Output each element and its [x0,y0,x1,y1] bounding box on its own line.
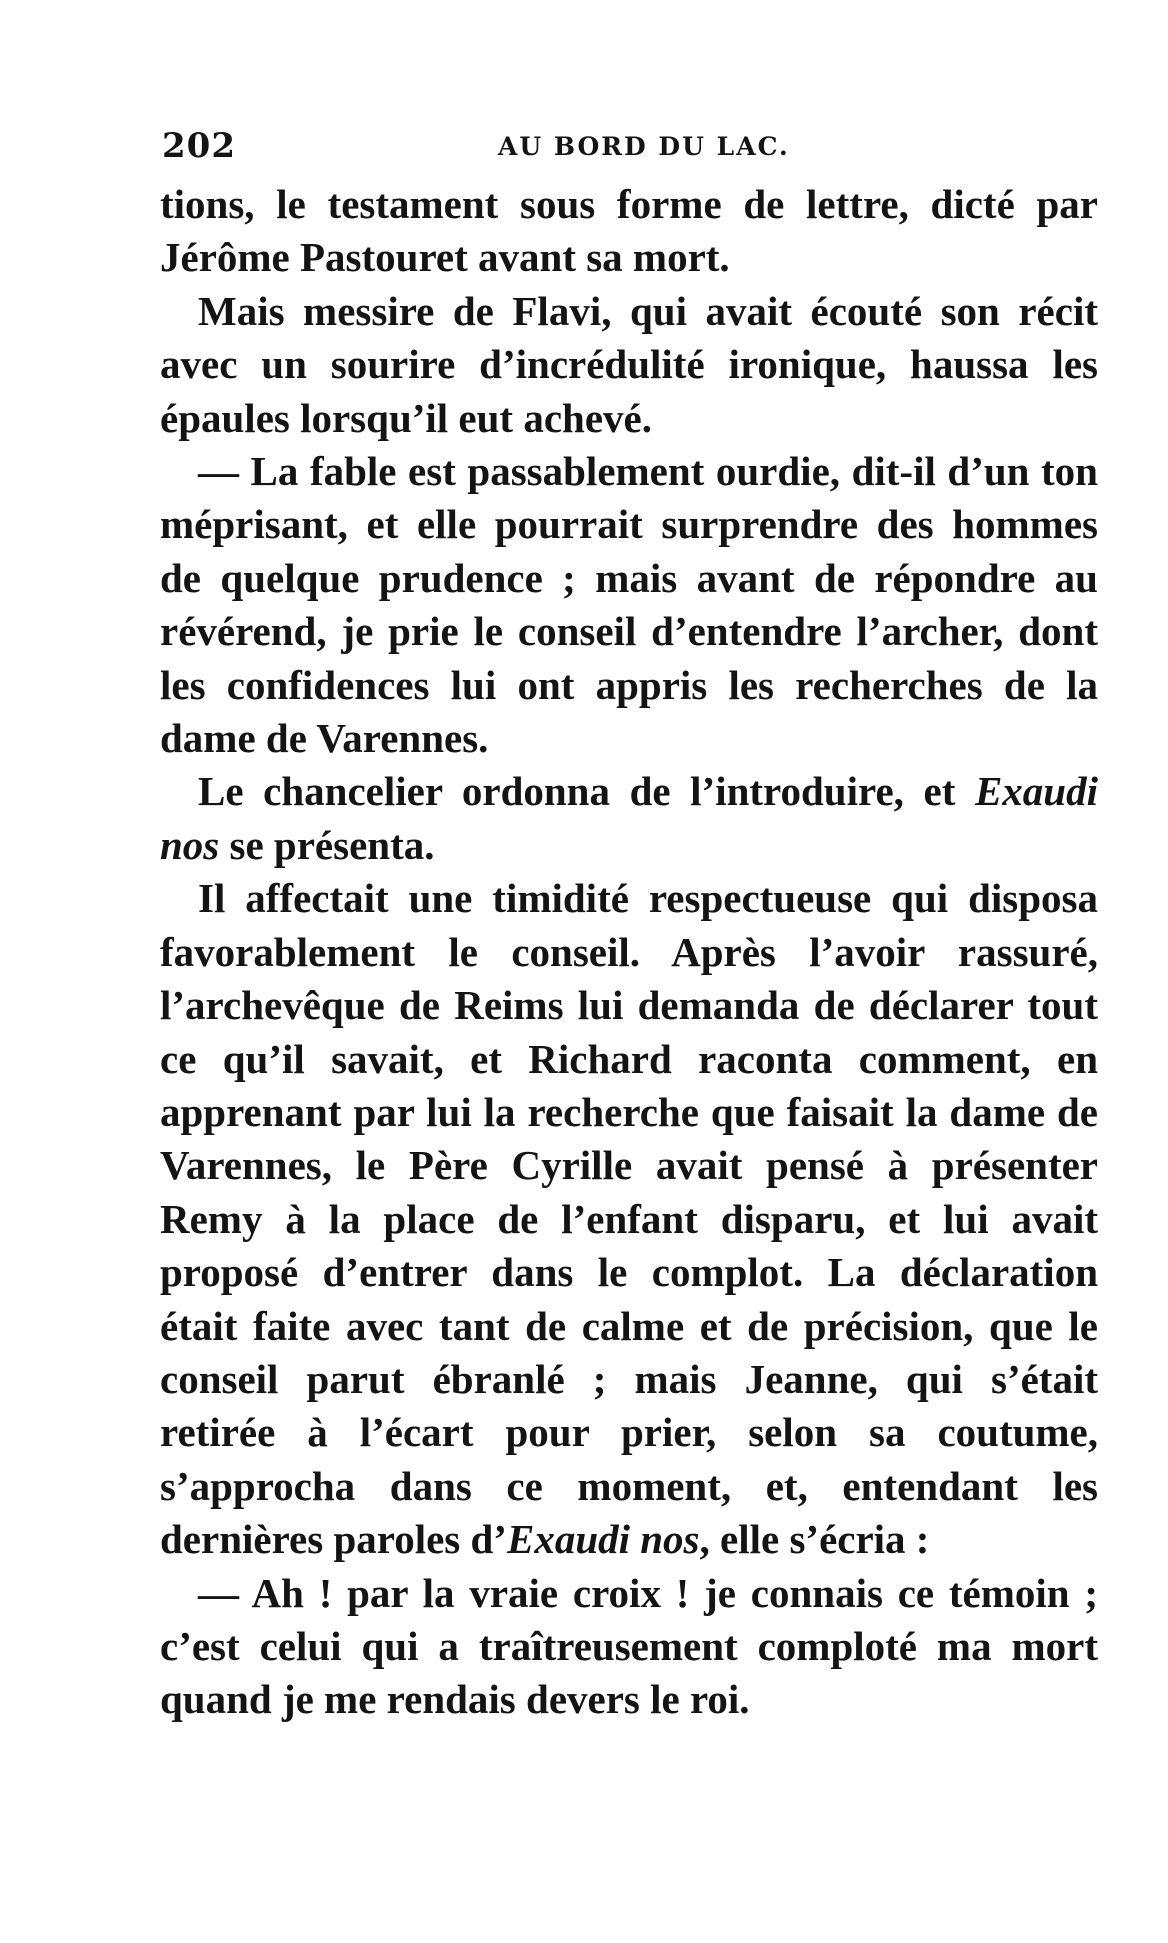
paragraph-text: , elle s’écria : [699,1516,930,1563]
paragraph: Mais messire de Flavi, qui avait écouté son récit avec un sourire d’incrédulité ironique, haussa les épaules lorsqu’il eut achevé. [160,287,1098,441]
paragraph-text: se présenta. [219,821,435,868]
paragraph-continuation: tions, le testament sous forme de lettre, dicté par Jérôme Pastouret avant sa mort. [160,181,1098,281]
page-number: 202 [162,126,236,166]
book-page [160,118,1098,1727]
dialogue-paragraph: — Ah ! par la vraie croix ! je connais ce témoin ; c’est celui qui a traîtreusement comploté ma mort quand je me rendais devers le roi. [160,1569,1098,1723]
body-text [160,178,1098,1727]
paragraph-text: Il affectait une timidité respectueuse qui disposa favorablement le conseil. Après l’avoir rassuré, l’archevêque de Reims lui demanda de déclarer tout ce qu’il savait, et Richard raconta comment, en apprenant par lui la recherche que faisait la dame de Varennes, le Père Cyrille avait pensé à présenter Remy à la place de l’enfant disparu, et lui avait proposé d’entrer dans le complot. La déclaration était faite avec tant de calme et de précision, que le conseil parut ébranlé ; mais Jeanne, qui s’était retirée à l’écart pour prier, selon sa coutume, s’approcha dans ce moment, et, entendant les dernières paroles d’ [160,875,1098,1563]
paragraph [160,765,1098,872]
italic-name: Exaudi nos [160,768,1098,868]
paragraph [160,872,1098,1566]
running-title: AU BORD DU LAC. [498,132,790,161]
dialogue-paragraph: — La fable est passablement ourdie, dit-il d’un ton méprisant, et elle pourrait surprendre des hommes de quelque prudence ; mais avant de répondre au révérend, je prie le conseil d’entendre l’archer, dont les confidences lui ont appris les recherches de la dame de Varennes. [160,448,1098,762]
italic-name: Exaudi nos [506,1516,700,1563]
paragraph-text: Le chancelier ordonna de l’introduire, et [198,768,975,815]
page-header [160,118,1098,178]
